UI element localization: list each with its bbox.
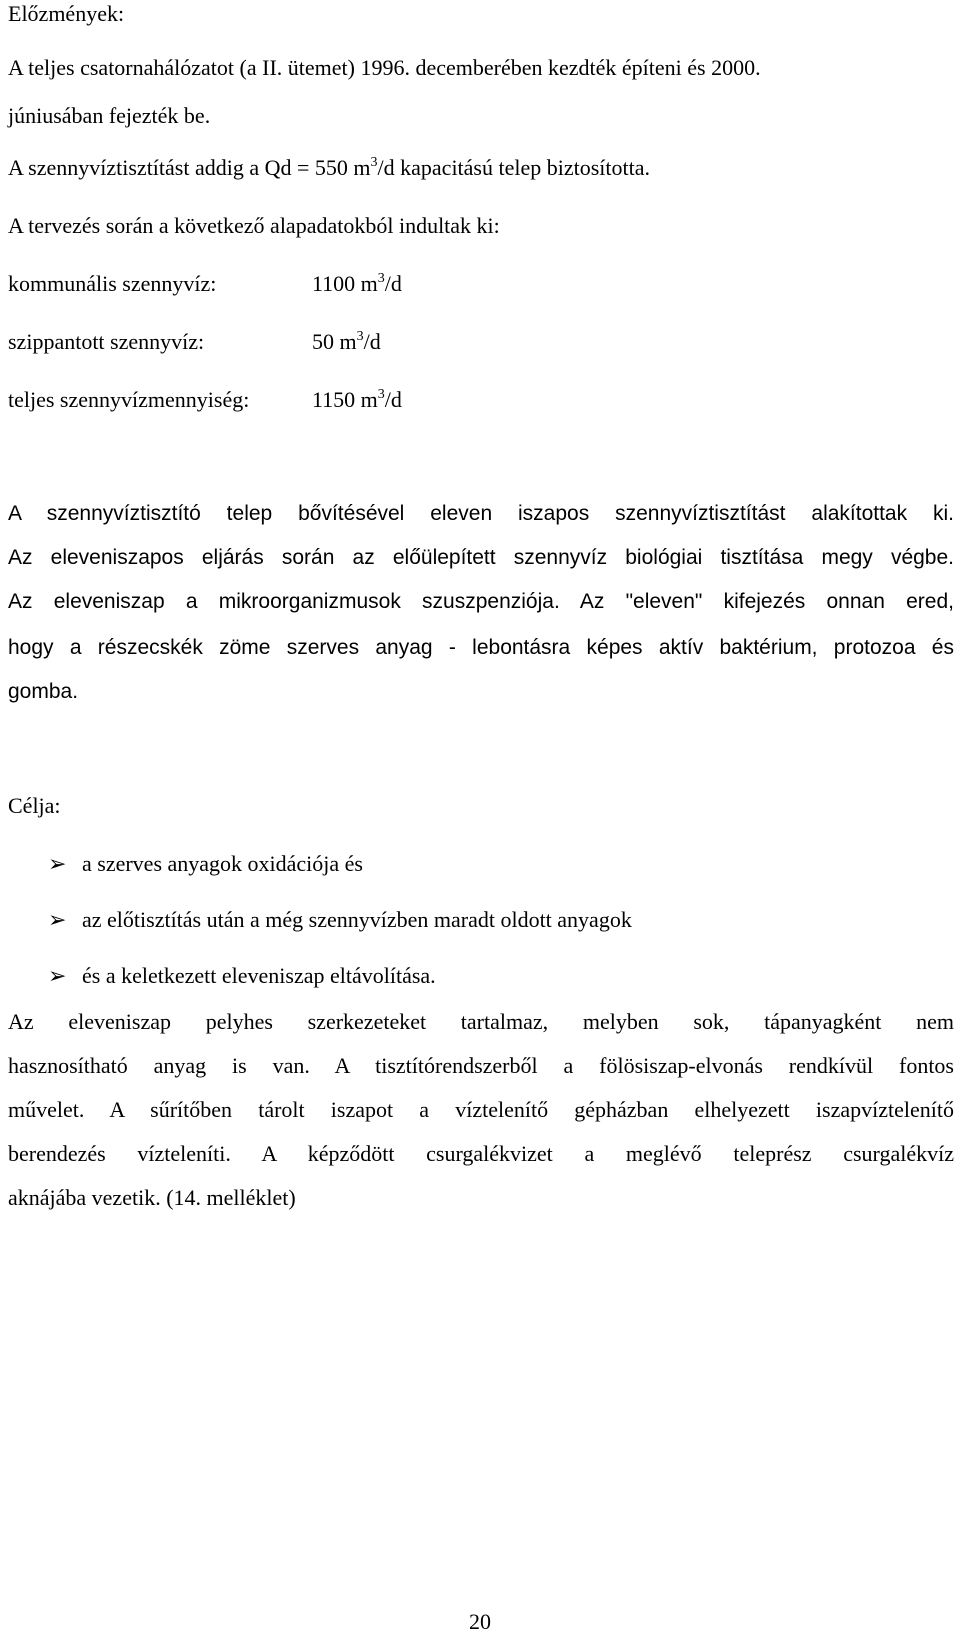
heading-celja: Célja: — [8, 793, 61, 818]
arrow-bullet-icon: ➢ — [48, 908, 67, 933]
arrow-bullet-icon: ➢ — [48, 852, 67, 877]
sans-para-line-3: Az eleveniszap a mikroorganizmusok szuszpenziója. Az "eleven" kifejezés onnan ered, — [8, 590, 954, 613]
page-number: 20 — [469, 1609, 491, 1634]
list-item-text: a szerves anyagok oxidációja és — [82, 851, 363, 876]
final-para-line-3: művelet. A sűrítőben tárolt iszapot a víztelenítő gépházban elhelyezett iszapvíztelenítő — [8, 1097, 954, 1122]
final-para-line-5: aknájába vezetik. (14. melléklet) — [8, 1185, 296, 1210]
intro-line-2: júniusában fejezték be. — [8, 103, 211, 128]
superscript-3: 3 — [377, 270, 385, 286]
sans-para-line-5: gomba. — [8, 680, 79, 703]
sans-para-line-2: Az eleveniszapos eljárás során az előülepített szennyvíz biológiai tisztítása megy végbe. — [8, 546, 954, 569]
list-item — [48, 906, 632, 935]
intro-line-4: A tervezés során a következő alapadatokból indultak ki: — [8, 213, 500, 238]
sans-para-line-1: A szennyvíztisztító telep bővítésével eleven iszapos szennyvíztisztítást alakítottak ki. — [8, 502, 954, 525]
intro-line-3-text: A szennyvíztisztítást addig a Qd = 550 m — [8, 155, 371, 180]
data-row-unit: /d — [384, 387, 402, 412]
data-row — [8, 328, 381, 356]
sans-para-line-4: hogy a részecskék zöme szerves anyag - lebontásra képes aktív baktérium, protozoa és — [8, 636, 954, 659]
arrow-bullet-icon: ➢ — [48, 964, 67, 989]
data-row-label: szippantott szennyvíz: — [8, 329, 205, 354]
list-item — [48, 962, 436, 991]
data-row-label: teljes szennyvízmennyiség: — [8, 387, 250, 412]
list-item-text: és a keletkezett eleveniszap eltávolítása. — [82, 963, 436, 988]
data-row — [8, 270, 402, 298]
data-row-label: kommunális szennyvíz: — [8, 271, 217, 296]
superscript-3: 3 — [356, 328, 364, 344]
intro-line-1: A teljes csatornahálózatot (a II. ütemet) 1996. decemberében kezdték építeni és 2000. — [8, 55, 761, 80]
superscript-3: 3 — [370, 154, 378, 170]
final-para-line-4: berendezés vízteleníti. A képződött csurgalékvizet a meglévő teleprész csurgalékvíz — [8, 1141, 954, 1166]
intro-line-3-unit: /d kapacitású telep biztosította. — [377, 155, 651, 180]
data-row-value: 50 m — [312, 329, 357, 354]
final-para-line-1: Az eleveniszap pelyhes szerkezeteket tartalmaz, melyben sok, tápanyagként nem — [8, 1009, 954, 1034]
data-row-value: 1150 m — [312, 387, 378, 412]
data-row-value: 1100 m — [312, 271, 378, 296]
final-para-line-2: hasznosítható anyag is van. A tisztítórendszerből a fölösiszap-elvonás rendkívül fontos — [8, 1053, 954, 1078]
data-row-unit: /d — [384, 271, 402, 296]
heading-elozmenyek: Előzmények: — [8, 1, 125, 26]
intro-line-3 — [8, 154, 650, 182]
list-item-text: az előtisztítás után a még szennyvízben maradt oldott anyagok — [82, 907, 632, 932]
data-row — [8, 386, 402, 414]
data-row-unit: /d — [363, 329, 381, 354]
list-item — [48, 850, 363, 879]
superscript-3: 3 — [377, 386, 385, 402]
